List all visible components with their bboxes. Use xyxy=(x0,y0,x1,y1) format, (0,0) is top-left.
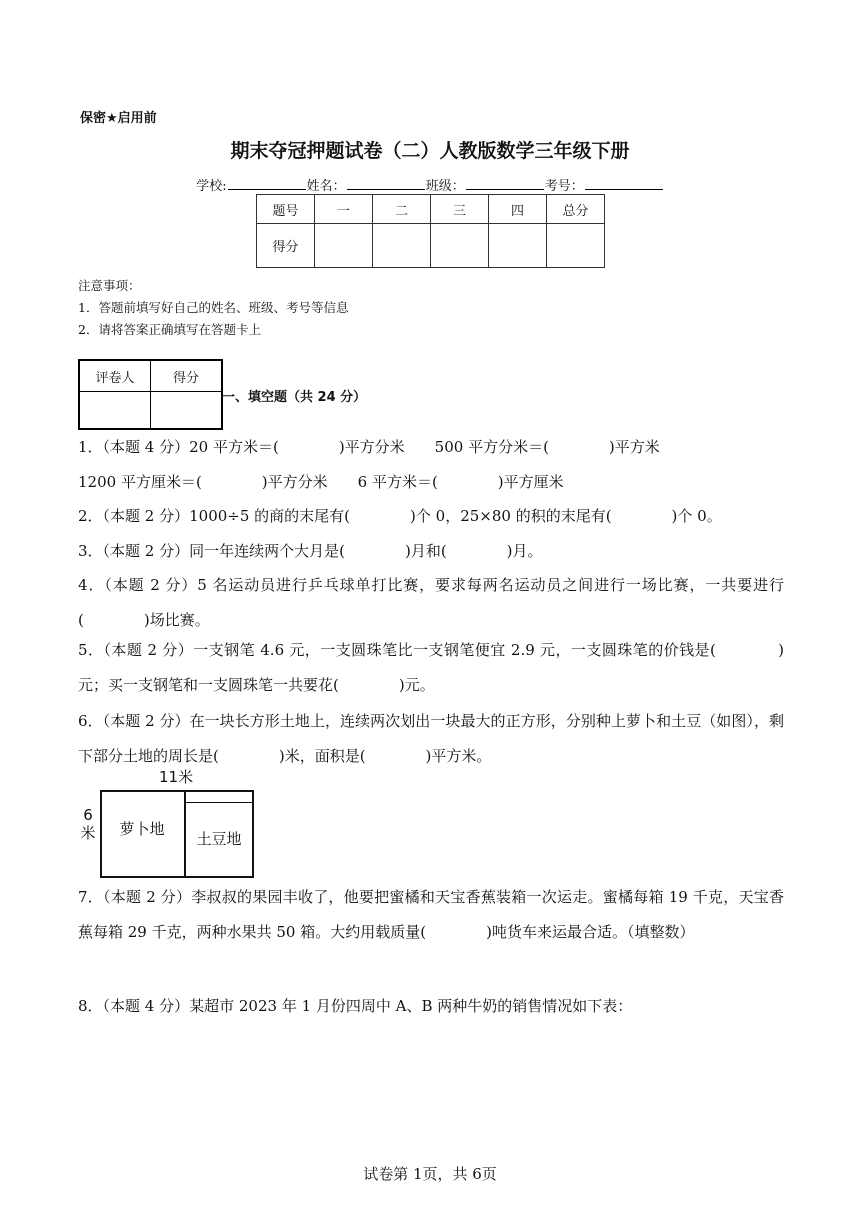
school-label: 学校: xyxy=(196,179,227,194)
section-title: 一、填空题（共 24 分） xyxy=(222,390,367,405)
note-item: 2．请将答案正确填写在答题卡上 xyxy=(78,322,261,337)
class-label: 班级： xyxy=(425,179,465,194)
figure-height-value: 6 xyxy=(83,806,93,824)
question-5: 5．（本题 2 分）一支钢笔 4.6 元，一支圆珠笔比一支钢笔便宜 2.9 元，一支圆珠笔的价钱是( )元；买一支钢笔和一支圆珠笔一共要花( )元。 xyxy=(78,641,784,694)
grader-score-cell[interactable] xyxy=(151,392,223,430)
exam-title: 期末夺冠押题试卷（二）人教版数学三年级下册 xyxy=(230,140,630,162)
school-blank[interactable] xyxy=(228,177,306,190)
score-header-cell: 总分 xyxy=(547,195,605,224)
name-blank[interactable] xyxy=(347,177,425,190)
class-blank[interactable] xyxy=(466,177,544,190)
score-header-cell: 二 xyxy=(373,195,431,224)
notes xyxy=(78,275,348,341)
question-2: 2．（本题 2 分）1000÷5 的商的末尾有( )个 0，25×80 的积的末尾有( )个 0。 xyxy=(78,507,722,525)
figure-height-label xyxy=(78,806,98,842)
exam-no-label: 考号： xyxy=(544,179,584,194)
question-1-line-2: 1200 平方厘米＝( )平方分米 6 平方米＝( )平方厘米 xyxy=(78,473,564,491)
reviewer-label: 评卷人 xyxy=(79,360,151,392)
score-cell[interactable] xyxy=(489,224,547,268)
question-4: 4．（本题 2 分）5 名运动员进行乒乓球单打比赛，要求每两名运动员之间进行一场比赛，一共要进行( )场比赛。 xyxy=(78,576,784,629)
score-row-label: 得分 xyxy=(257,224,315,268)
student-info-line xyxy=(0,175,860,194)
land-remaining-strip-line xyxy=(186,802,252,803)
grader-score-label: 得分 xyxy=(151,360,223,392)
score-cell[interactable] xyxy=(315,224,373,268)
exam-no-blank[interactable] xyxy=(585,177,663,190)
question-3: 3．（本题 2 分）同一年连续两个大月是( )月和( )月。 xyxy=(78,542,543,560)
figure-width-label: 11米 xyxy=(159,768,194,786)
reviewer-cell[interactable] xyxy=(79,392,151,430)
potato-plot-label: 土豆地 xyxy=(196,830,242,848)
grader-table xyxy=(78,359,223,430)
question-8: 8．（本题 4 分）某超市 2023 年 1 月份四周中 A、B 两种牛奶的销售情况如下表： xyxy=(78,997,633,1015)
note-item: 1．答题前填写好自己的姓名、班级、考号等信息 xyxy=(78,300,349,315)
confidential-mark: 保密★启用前 xyxy=(80,111,157,126)
score-cell[interactable] xyxy=(547,224,605,268)
score-header-cell: 三 xyxy=(431,195,489,224)
score-header-cell: 题号 xyxy=(257,195,315,224)
score-cell[interactable] xyxy=(373,224,431,268)
score-header-cell: 一 xyxy=(315,195,373,224)
figure-height-unit: 米 xyxy=(80,824,96,842)
score-cell[interactable] xyxy=(431,224,489,268)
question-7: 7．（本题 2 分）李叔叔的果园丰收了，他要把蜜橘和天宝香蕉装箱一次运走。蜜橘每箱 19 千克，天宝香蕉每箱 29 千克，两种水果共 50 箱。大约用载质量( )吨货车来运最合适。（填整数） xyxy=(78,888,784,941)
name-label: 姓名： xyxy=(306,179,346,194)
radish-plot-label: 萝卜地 xyxy=(119,820,165,838)
score-table xyxy=(256,194,605,268)
page-footer: 试卷第 1页，共 6页 xyxy=(363,1165,497,1183)
score-header-cell: 四 xyxy=(489,195,547,224)
notes-title: 注意事项： xyxy=(78,278,141,293)
question-6: 6．（本题 2 分）在一块长方形土地上，连续两次划出一块最大的正方形，分别种上萝卜和土豆（如图），剩下部分土地的周长是( )米，面积是( )平方米。 xyxy=(78,712,784,765)
question-1-line-1: 1．（本题 4 分）20 平方米＝( )平方分米 500 平方分米＝( )平方米 xyxy=(78,438,660,456)
